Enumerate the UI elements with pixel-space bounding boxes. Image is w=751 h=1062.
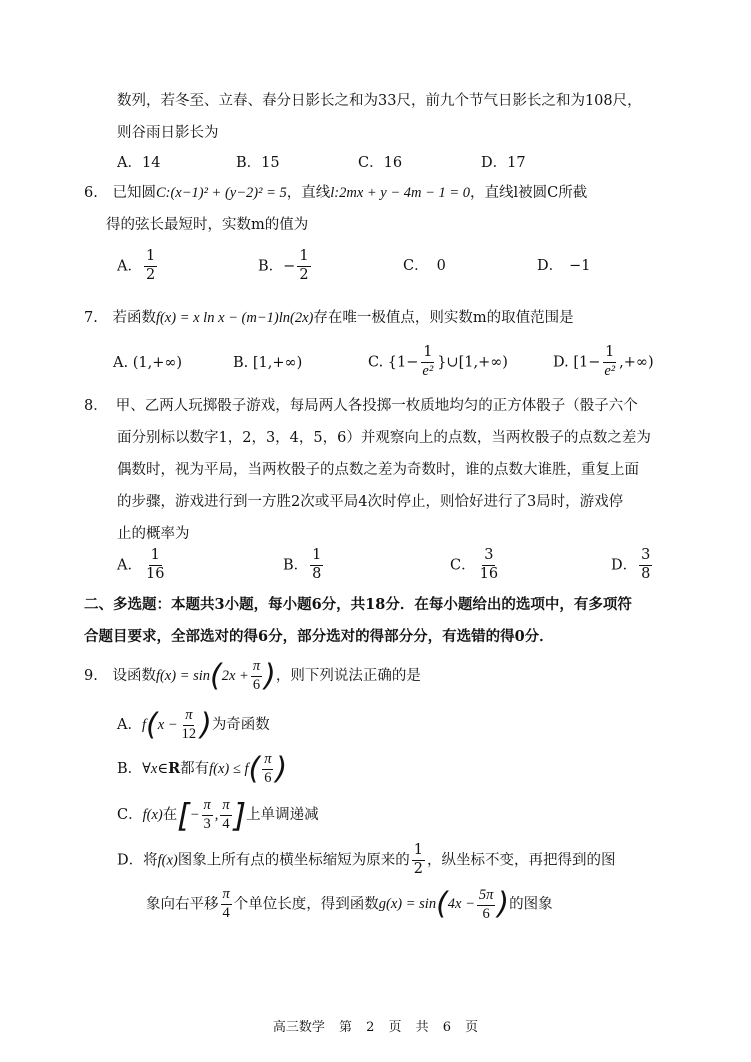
q8-line1: 8． 甲、乙两人玩掷骰子游戏，每局两人各投掷一枚质地均匀的正方体骰子（骰子六个	[84, 398, 638, 414]
q8-option-a: A． $\frac{1}{16}$	[117, 547, 165, 582]
q9-option-d-line2: 象向右平移 $\frac{\pi}{4}$ 个单位长度，得到函数g(x) = sin(4x − $\frac{5\pi}{6}$ )的图象	[146, 886, 553, 923]
q8-b-fraction: $\frac{1}{8}$	[312, 547, 322, 582]
q6-circle-equation: C:(x−1)² + (y−2)² = 5	[155, 185, 287, 201]
q5-line2: 则谷雨日影长为	[117, 125, 219, 141]
q8-a-fraction: $\frac{1}{16}$	[145, 547, 165, 582]
q8-option-c: C． $\frac{3}{16}$	[450, 547, 499, 582]
q9-function: f(x) = sin(2x + $\frac{\pi}{6}$ )	[155, 658, 276, 694]
q9-number: 9.	[84, 667, 98, 684]
q7-c-fraction: $\frac{1}{\text{e²}}$	[422, 344, 434, 379]
q6-number: 6.	[84, 185, 98, 201]
q9-option-d-line1: D．将f(x)图象上所有点的横坐标缩短为原来的 $\frac{1}{2}$ ，纵坐标不变，再把得到的图	[117, 842, 616, 877]
q6-line2: 得的弦长最短时，实数m的值为	[106, 217, 309, 233]
q8-c-fraction: $\frac{3}{16}$	[479, 547, 499, 582]
q7-function: f(x) = x ln x − (m−1)ln(2x)	[155, 310, 314, 326]
q8-option-b: B． $\frac{1}{8}$	[283, 547, 322, 582]
q6-option-a: A． $\frac{1}{2}$	[117, 248, 156, 283]
q5-option-b: B．15	[236, 155, 280, 171]
q7-d-fraction: $\frac{1}{\text{e²}}$	[604, 344, 616, 379]
section2-heading-line1: 二、多选题：本题共3小题，每小题6分，共18分．在每小题给出的选项中，有多项符	[84, 596, 632, 613]
q7-line1: 7. 若函数f(x) = x ln x − (m−1)ln(2x)存在唯一极值点，则实数m的取值范围是	[84, 310, 574, 326]
q6-option-d: D． −1	[537, 258, 591, 274]
q8-d-fraction: $\frac{3}{8}$	[641, 547, 651, 582]
q7-option-a: A. (1,+∞)	[113, 355, 183, 371]
q8-line3: 偶数时，视为平局，当两枚骰子的点数之差为奇数时，谁的点数大谁胜，重复上面	[117, 462, 639, 478]
q9-b-inequality: f(x) ≤ f( $\frac{\pi}{6}$ )	[209, 751, 288, 787]
q7-option-b: B. [1,+∞)	[233, 355, 303, 371]
q8-line5: 止的概率为	[117, 526, 190, 542]
q5-option-a: A．14	[117, 155, 161, 171]
q9-d-shift: $\frac{\pi}{4}$	[222, 886, 230, 921]
q5-option-c: C．16	[358, 155, 403, 171]
q6-line1: 6. 已知圆C:(x−1)² + (y−2)² = 5，直线l:2mx + y − 4m − 1 = 0，直线l被圆C所截	[84, 185, 588, 201]
q9-a-expression: f(x − $\frac{\pi}{12}$ )	[141, 707, 212, 743]
q9-d-half: $\frac{1}{2}$	[413, 842, 423, 877]
q9-option-a: A．f(x − $\frac{\pi}{12}$ )为奇函数	[117, 707, 270, 743]
q8-option-d: D． $\frac{3}{8}$	[611, 547, 651, 582]
q6-line-equation: l:2mx + y − 4m − 1 = 0	[330, 185, 471, 201]
q9-c-interval: [− $\frac{\pi}{3}$ , $\frac{\pi}{4}$ ]	[177, 796, 247, 835]
q9-line1: 9. 设函数f(x) = sin(2x + $\frac{\pi}{6}$ )，则下列说法正确的是	[84, 658, 421, 694]
q6-b-fraction: $\frac{1}{2}$	[299, 248, 309, 283]
q9-d-g-function: g(x) = sin(4x − $\frac{5\pi}{6}$ )	[378, 886, 510, 923]
q8-line2: 面分别标以数字1，2，3，4，5，6）并观察向上的点数，当两枚骰子的点数之差为	[117, 430, 651, 446]
q5-line1: 数列，若冬至、立春、春分日影长之和为33尺，前九个节气日影长之和为108尺，	[117, 93, 642, 109]
q8-number: 8．	[84, 398, 108, 414]
q6-a-fraction: $\frac{1}{2}$	[145, 248, 156, 283]
q7-number: 7.	[84, 310, 98, 326]
section2-heading-line2: 合题目要求，全部选对的得6分，部分选对的得部分分，有选错的得0分．	[84, 628, 554, 645]
page-footer: 高三数学 第 2 页 共 6 页	[272, 1020, 479, 1035]
q8-line4: 的步骤，游戏进行到一方胜2次或平局4次时停止，则恰好进行了3局时，游戏停	[117, 494, 624, 510]
q7-option-c: C. {1− $\frac{1}{\text{e²}}$ }∪[1,+∞)	[368, 344, 508, 379]
q9-option-c: C．f(x)在[− $\frac{\pi}{3}$ , $\frac{\pi}{4}$ ]上单调递减	[117, 796, 319, 835]
q6-option-b: B．− $\frac{1}{2}$	[258, 248, 309, 283]
q9-option-b: B．∀x∈R都有f(x) ≤ f( $\frac{\pi}{6}$ )	[117, 751, 288, 787]
q6-option-c: C． 0	[403, 258, 446, 274]
q5-option-d: D．17	[481, 155, 526, 171]
q7-option-d: D. [1− $\frac{1}{\text{e²}}$ ,+∞)	[553, 344, 654, 379]
